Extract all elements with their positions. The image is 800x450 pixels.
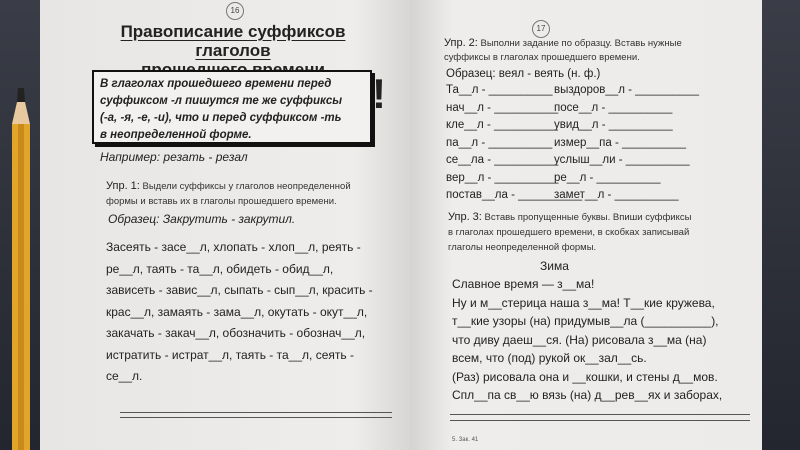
poem-line: т__кие узоры (на) придумыв__ла (__________),	[452, 314, 719, 328]
task-3-instructions	[448, 210, 738, 255]
grid-cell: кле__л - __________	[446, 119, 558, 131]
exercise-line: крас__л, замаять - зама__л, окутать - окут__л,	[106, 304, 368, 319]
rule-box	[92, 70, 372, 144]
grid-cell: постав__ла - __________	[446, 189, 583, 201]
divider-left-1	[120, 412, 392, 413]
poem-line: всем, что (под) рукой ок__зал__сь.	[452, 351, 647, 365]
poem-line: что диву даеш__ся. (На) рисовала з__ма (на)	[452, 332, 707, 347]
task-3-text-3: глаголы неопределенной формы.	[448, 242, 597, 253]
exercise-line: се__л.	[106, 369, 143, 383]
grid-cell: услыш__ли - __________	[554, 154, 690, 166]
rule-text	[100, 76, 362, 144]
poem-text	[452, 275, 722, 405]
page-number-left: 16	[226, 2, 244, 20]
grid-cell: вер__л - __________	[446, 171, 559, 184]
divider-right-2	[450, 420, 750, 421]
grid-cell: замет__л - __________	[554, 189, 679, 201]
grid-cell: измер__па - __________	[554, 136, 686, 149]
task-3-label: Упр. 3:	[448, 211, 482, 223]
rule-line: в неопределенной форме.	[100, 129, 252, 141]
task-3-text-2: в глаголах прошедшего времени, в скобках записывай	[448, 227, 690, 238]
poem-line: (Раз) рисовала она и __кошки, и стены д__мов.	[452, 369, 718, 384]
grid-cell: Та__л - __________	[446, 84, 553, 96]
task-1-label: Упр. 1:	[106, 180, 140, 192]
grid-cell: нач__л - __________	[446, 101, 559, 114]
example-line: Например: резать - резал	[100, 150, 248, 164]
task-1-text: Выдели суффиксы у глаголов неопределенной	[139, 181, 351, 192]
grid-cell: выздоров__л - __________	[554, 84, 700, 96]
task-3-text: Вставь пропущенные буквы. Впиши суффиксы	[481, 212, 692, 223]
grid-cell: па__л - __________	[446, 136, 553, 149]
exercise-1-lines	[106, 237, 373, 388]
sample-2-line: Образец: веял - веять (н. ф.)	[446, 68, 601, 80]
rule-line: В глаголах прошедшего времени перед	[100, 78, 332, 90]
task-1-text-2: формы и вставь их в глаголы прошедшего времени.	[106, 196, 337, 207]
exercise-line: закачать - закач__л, обозначить - обознач__л,	[106, 326, 366, 340]
divider-left-2	[120, 417, 392, 418]
pencil-image	[6, 88, 36, 450]
sample-line: Образец: Закрутить - закрутил.	[108, 212, 296, 226]
grid-cell: увид__л - __________	[554, 119, 673, 131]
poem-line: Ну и м__стерица наша з__ма! Т__кие кружева,	[452, 295, 715, 310]
rule-line: суффиксом -л пишутся те же суффиксы	[100, 95, 343, 107]
rule-line: (-а, -я, -е, -и), что и перед суффиксом -ть	[100, 112, 342, 124]
task-2-text: Выполни задание по образцу. Вставь нужные	[477, 38, 682, 49]
task-1-instructions	[106, 179, 376, 209]
exercise-line: истратить - истрат__л, таять - та__л, сеять -	[106, 347, 354, 362]
title-line-1: Правописание суффиксов глаголов	[120, 22, 346, 60]
grid-cell: посе__л - __________	[554, 101, 673, 114]
divider-right-1	[450, 414, 750, 415]
exercise-line: зависеть - завис__л, сыпать - сып__л, красить -	[106, 283, 373, 297]
task-2-text-2: суффиксы в глаголах прошедшего времени.	[444, 52, 640, 63]
poem-line: Спл__па св__ю вязь (на) д__рев__ях и заборах,	[452, 388, 723, 402]
exercise-line: ре__л, таять - та__л, обидеть - обид__л,	[106, 261, 334, 276]
print-footer: 5. Зак. 41	[452, 437, 479, 443]
exclamation-mark: !	[372, 70, 386, 117]
poem-title: Зима	[540, 259, 569, 273]
grid-cell: ре__л - __________	[554, 171, 661, 184]
poem-line: Славное время — з__ма!	[452, 277, 595, 291]
page-number-right: 17	[532, 20, 550, 38]
exercise-line: Засеять - засе__л, хлопать - хлоп__л, реять -	[106, 240, 361, 254]
task-2-instructions	[444, 36, 744, 65]
grid-cell: се__ла - __________	[446, 154, 559, 166]
task-2-label: Упр. 2:	[444, 37, 478, 49]
